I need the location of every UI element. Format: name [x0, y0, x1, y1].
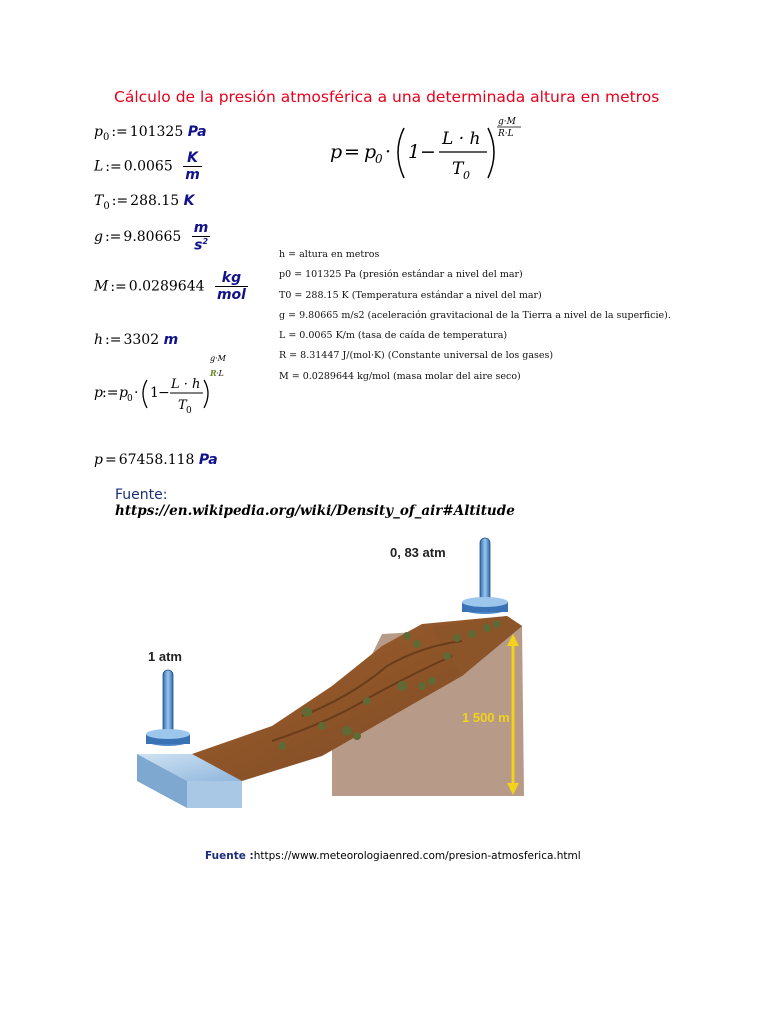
var-L-unit [183, 150, 202, 183]
var-result-unit: Pa [198, 452, 218, 468]
svg-text:·: · [134, 385, 139, 401]
var-g-unit [192, 220, 211, 254]
summit-pressure-label: 0, 83 atm [390, 545, 446, 560]
formula-small-p0-sub: 0 [127, 394, 133, 404]
altitude-pressure-illustration [132, 536, 532, 821]
formula-large-exp-num: g·M [498, 117, 516, 127]
var-h: h := 3302 m [94, 332, 179, 348]
var-g-value: 9.80665 [123, 228, 182, 245]
formula-small-p0: p [119, 385, 128, 401]
formula-large-p0: p [364, 141, 377, 163]
var-g-symbol: g [94, 228, 103, 245]
formula-small-den-sub: 0 [186, 406, 192, 416]
formula-small-one: 1 [150, 385, 159, 401]
var-T0-unit: K [183, 193, 195, 209]
var-T0-sub: 0 [103, 200, 110, 212]
variable-notes [279, 245, 671, 387]
formula-small-exp-num: g·M [210, 354, 226, 363]
var-h-value: 3302 [123, 332, 160, 348]
var-result-value: 67458.118 [118, 452, 195, 468]
var-L-unit-den: m [185, 167, 200, 183]
var-h-symbol: h [94, 332, 104, 348]
var-p0-unit: Pa [187, 124, 207, 140]
formula-small [92, 352, 242, 418]
formula-large [328, 110, 528, 186]
note-line: R = 8.31447 J/(mol·K) (Constante universal de los gases) [279, 350, 554, 362]
formula-large-exp-den: R·L [498, 129, 514, 139]
formula-small-den: T [178, 398, 187, 413]
var-p0-value: 101325 [129, 124, 184, 140]
note-line: T0 = 288.15 K (Temperatura estándar a nivel del mar) [279, 289, 542, 301]
sea-level-pressure-label: 1 atm [148, 649, 182, 664]
formula-large-den: T [452, 159, 464, 179]
formula-large-num: L · h [442, 129, 481, 149]
formula-large-lhs: p [330, 141, 343, 163]
figure-source-label: Fuente : [205, 850, 254, 862]
var-L-value: 0.0065 [123, 158, 173, 175]
svg-text:·: · [385, 141, 392, 163]
var-M-value: 0.0289644 [128, 278, 205, 295]
formula-small-lhs: p [94, 385, 103, 401]
formula-large-p0-sub: 0 [375, 152, 383, 166]
var-L-symbol: L [94, 158, 104, 175]
var-T0: $T_0$ := 288.15 K [94, 193, 195, 212]
var-g: g := 9.80665 $\frac{m}{s^2}$ [94, 220, 209, 254]
var-M-unit-num: kg [221, 270, 242, 286]
var-L-unit-num: K [187, 150, 198, 166]
var-result-symbol: p [94, 452, 103, 468]
note-line: h = altura en metros [279, 249, 380, 260]
note-line: p0 = 101325 Pa (presión estándar a nivel del mar) [279, 269, 523, 281]
var-g-unit-exp: 2 [202, 237, 209, 246]
barometer-sea-level [146, 670, 190, 746]
source-url-link[interactable]: https://en.wikipedia.org/wiki/Density_of_air#Altitude [115, 503, 515, 519]
svg-text::=: := [102, 385, 119, 401]
formula-large-den-sub: 0 [463, 169, 470, 182]
var-result: p = 67458.118 Pa [94, 452, 218, 468]
var-L: L := 0.0065 $\frac{K}{m}$ [94, 150, 200, 183]
var-h-unit: m [163, 332, 179, 348]
note-line: g = 9.80665 m/s2 (aceleración gravitacional de la Tierra a nivel de la superficie). [279, 309, 671, 321]
barometer-summit [462, 538, 508, 614]
page-title: Cálculo de la presión atmosférica a una determinada altura en metros [114, 88, 660, 106]
var-g-unit-num: m [193, 220, 209, 236]
formula-small-minus: − [158, 385, 170, 401]
formula-small-num: L · h [171, 377, 201, 392]
figure-source [205, 850, 581, 862]
var-p0-sub: 0 [102, 131, 110, 143]
formula-large-minus: − [420, 141, 436, 163]
note-line: M = 0.0289644 kg/mol (masa molar del aire seco) [279, 370, 521, 382]
height-label: 1 500 m [462, 710, 510, 725]
svg-text:=: = [344, 141, 360, 163]
var-g-unit-den: s [194, 237, 203, 254]
formula-small-exp-R: R [210, 368, 217, 378]
note-line: L = 0.0065 K/m (tasa de caída de temperatura) [279, 330, 508, 342]
var-M-unit [215, 270, 248, 303]
figure-source-url-link[interactable]: https://www.meteorologiaenred.com/presion-atmosferica.html [253, 850, 581, 862]
var-M: M := 0.0289644 $\frac{kg}{\text{mol}}$ [94, 270, 246, 303]
var-T0-value: 288.15 [130, 193, 180, 209]
var-p0: $p_0$ := 101325 Pa [94, 124, 207, 143]
formula-small-exp-dotL: ·L [216, 369, 224, 378]
var-M-symbol: M [94, 278, 109, 295]
var-T0-symbol: T [94, 193, 104, 209]
var-M-unit-den: mol [216, 287, 246, 303]
source-label: Fuente: [115, 487, 168, 503]
formula-large-one: 1 [408, 141, 421, 163]
var-g-unit-den-wrap [192, 236, 210, 254]
var-p0-symbol: p [94, 124, 103, 140]
